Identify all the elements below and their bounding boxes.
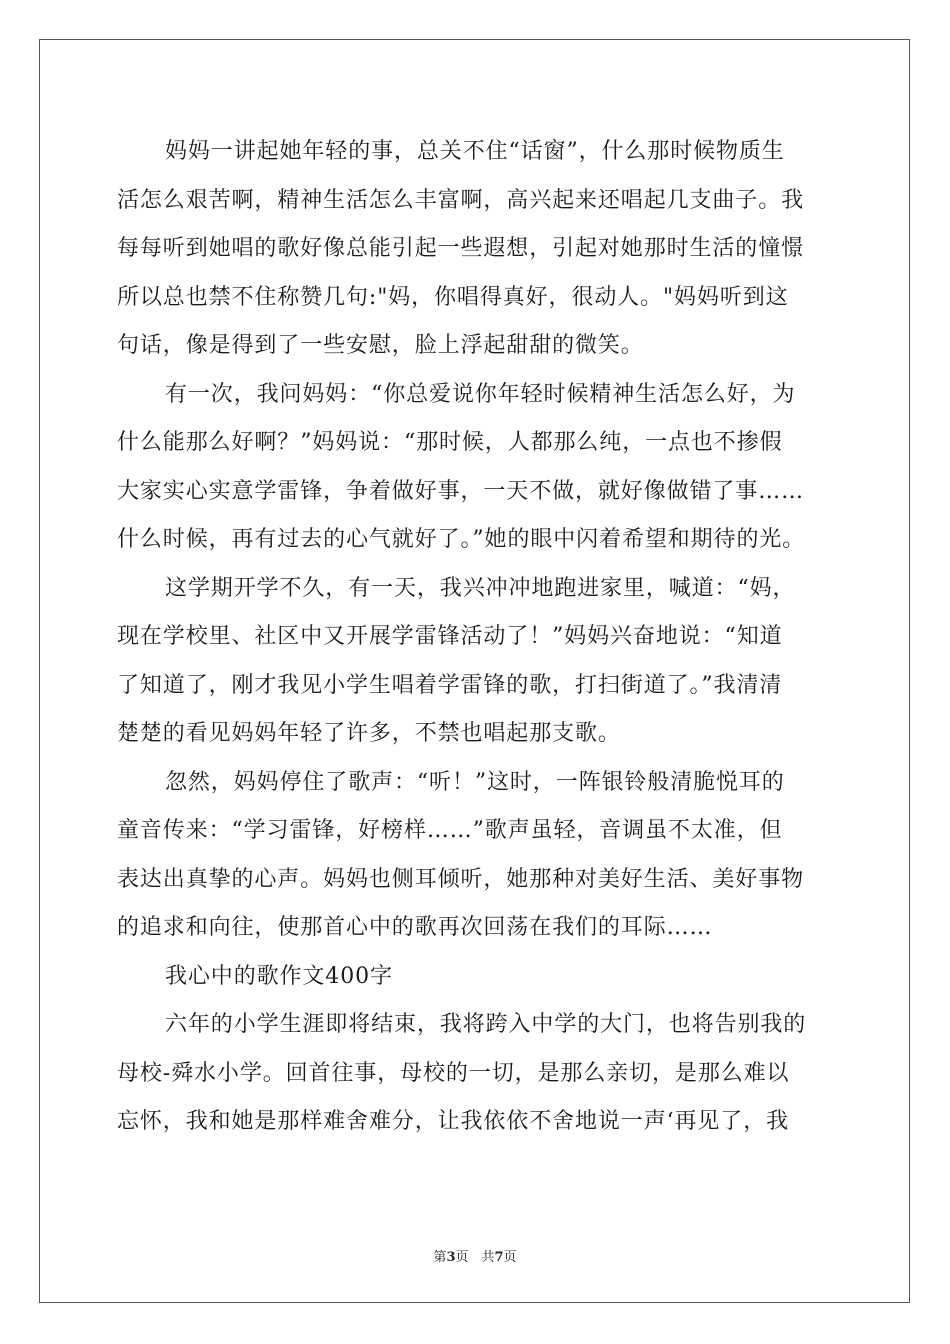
paragraph-line: 了知道了，刚才我见小学生唱着学雷锋的歌，打扫街道了。”我清清: [117, 672, 783, 698]
paragraph-line: 活怎么艰苦啊，精神生活怎么丰富啊，高兴起来还唱起几支曲子。我: [117, 187, 805, 213]
page-footer: [0, 1246, 950, 1265]
paragraph-line: 每每听到她唱的歌好像总能引起一些遐想，引起对她那时生活的憧憬: [117, 236, 805, 261]
total-page-number: 7: [494, 1250, 504, 1265]
current-page-number: 3: [446, 1250, 456, 1265]
paragraph-line: 的追求和向往，使那首心中的歌再次回荡在我们的耳际……: [117, 915, 713, 940]
paragraph-line: 母校-舜水小学。回首往事，母校的一切，是那么亲切，是那么难以: [117, 1060, 790, 1086]
paragraph-line: 大家实心实意学雷锋，争着做好事，一天不做，就好像做错了事……: [117, 478, 805, 504]
document-body: [117, 128, 835, 1147]
paragraph-line: 什么时候，再有过去的心气就好了。”她的眼中闪着希望和期待的光。: [117, 527, 806, 552]
paragraph-line: 所以总也禁不住称赞几句:"妈，你唱得真好，很动人。"妈妈听到这: [117, 284, 789, 310]
paragraph-line: 六年的小学生涯即将结束，我将跨入中学的大门，也将告别我的: [165, 1012, 807, 1037]
paragraph-line: 表达出真挚的心声。妈妈也侧耳倾听，她那种对美好生活、美好事物: [117, 866, 805, 892]
paragraph-line: 这学期开学不久，有一天，我兴冲冲地跑进家里，喊道：“妈，: [165, 575, 796, 601]
paragraph-line: 有一次，我问妈妈：“你总爱说你年轻时候精神生活怎么好，为: [165, 381, 796, 407]
page-prefix: 第: [433, 1250, 447, 1265]
paragraph-line: 忽然，妈妈停住了歌声：“听！”这时，一阵银铃般清脆悦耳的: [165, 769, 785, 795]
section-heading: 我心中的歌作文400字: [165, 963, 393, 989]
paragraph-line: 句话，像是得到了一些安慰，脸上浮起甜甜的微笑。: [117, 333, 644, 358]
paragraph-line: 忘怀，我和她是那样难舍难分，让我依依不舍地说一声‘再见了，我: [117, 1109, 789, 1134]
paragraph-line: 楚楚的看见妈妈年轻了许多，不禁也唱起那支歌。: [117, 721, 621, 746]
page-separator: 页 共: [455, 1250, 495, 1265]
paragraph-line: 童音传来：“学习雷锋，好榜样……”歌声虽轻，音调虽不太准，但: [117, 818, 783, 843]
paragraph-line: 妈妈一讲起她年轻的事，总关不住“话窗”，什么那时候物质生: [165, 139, 785, 164]
paragraph-line: 什么能那么好啊？”妈妈说：“那时候，人都那么纯，一点也不掺假: [117, 430, 783, 455]
paragraph-line: 现在学校里、社区中又开展学雷锋活动了！”妈妈兴奋地说：“知道: [117, 624, 783, 649]
page-suffix: 页: [503, 1250, 517, 1265]
